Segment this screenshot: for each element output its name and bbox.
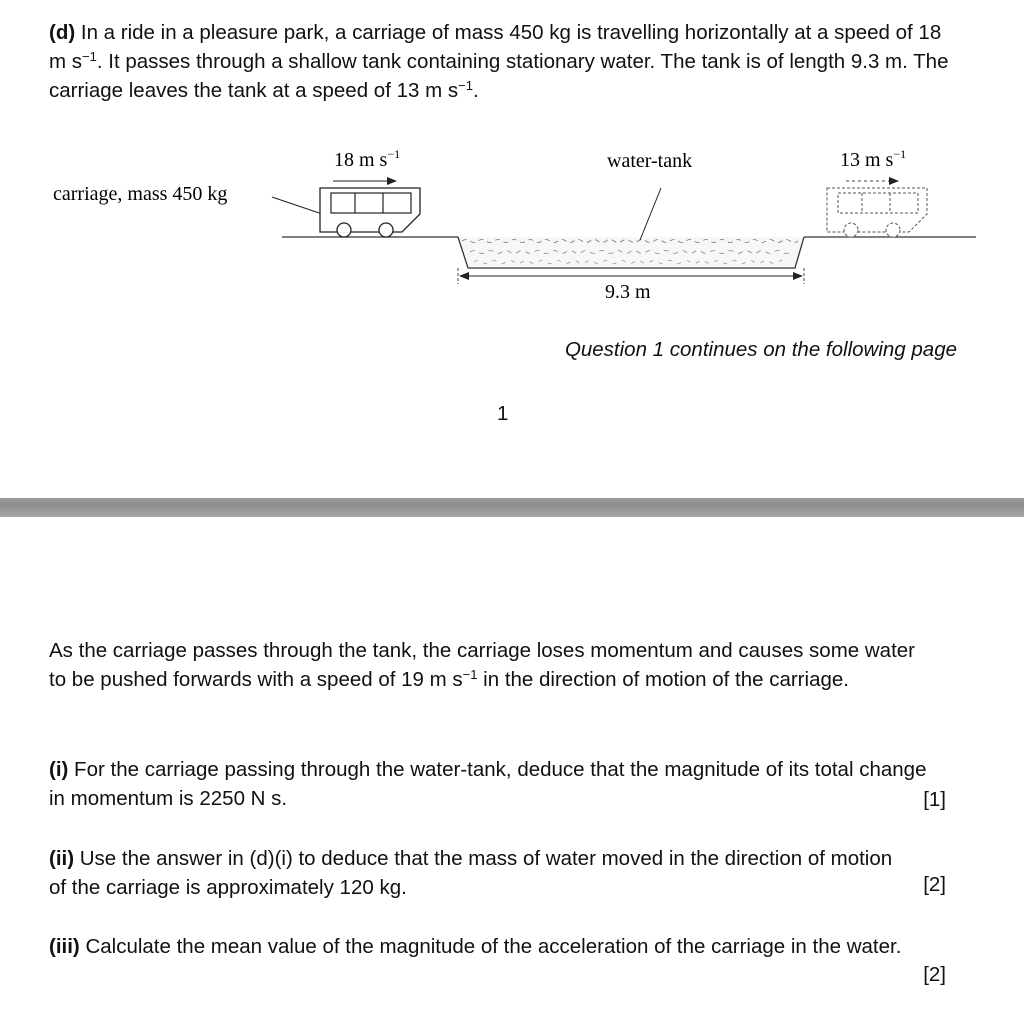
continue-note: Question 1 continues on the following page xyxy=(564,338,957,361)
water-tank-label: water-tank xyxy=(607,150,693,172)
incoming-speed-label: 18 m $s^{-1}$ xyxy=(334,147,401,171)
page-divider xyxy=(0,498,1024,517)
page-number: 1 xyxy=(497,402,509,425)
page-1 xyxy=(0,0,1024,498)
marks-part-iii: [2] xyxy=(923,963,946,986)
water-tank-leader xyxy=(640,188,661,240)
carriage-water-tank-diagram xyxy=(0,130,1024,310)
question-part-i: (i) For the carriage passing through the water-tank, deduce that the magnitude of its total change in momentum is 2250 N s. xyxy=(49,758,927,810)
carriage-entering xyxy=(320,188,420,237)
question-label: (d) xyxy=(49,21,76,44)
tank-length-label: 9.3 m xyxy=(605,281,651,303)
question-part-iii: (iii) Calculate the mean value of the magnitude of the acceleration of the carriage in the water. xyxy=(49,935,902,958)
carriage-leaving xyxy=(827,188,927,237)
page-2 xyxy=(0,517,1024,1018)
question-part-ii: (ii) Use the answer in (d)(i) to deduce that the mass of water moved in the direction of motion of the carriage is approximately 120 kg. xyxy=(49,847,893,899)
marks-part-ii: [2] xyxy=(923,873,946,896)
marks-part-i: [1] xyxy=(923,788,946,811)
water-tank xyxy=(458,237,804,268)
carriage-mass-label: carriage, mass 450 kg xyxy=(53,183,228,205)
question-d-intro: (d) In a ride in a pleasure park, a carriage of mass 450 kg is travelling horizontally at a speed of 18 m $s^{-1}$. It passes through a shallow tank containing stationary water. The tank is of length 9.3 m. The carriage leaves the tank at a speed of 13 m $s^{-1}$. xyxy=(49,21,949,102)
context-paragraph: As the carriage passes through the tank, the carriage loses momentum and causes some water to be pushed forwards with a speed of 19 m $s^{-1}$ in the direction of motion of the carriage. xyxy=(49,639,916,691)
outgoing-speed-label: 13 m $s^{-1}$ xyxy=(840,147,907,171)
